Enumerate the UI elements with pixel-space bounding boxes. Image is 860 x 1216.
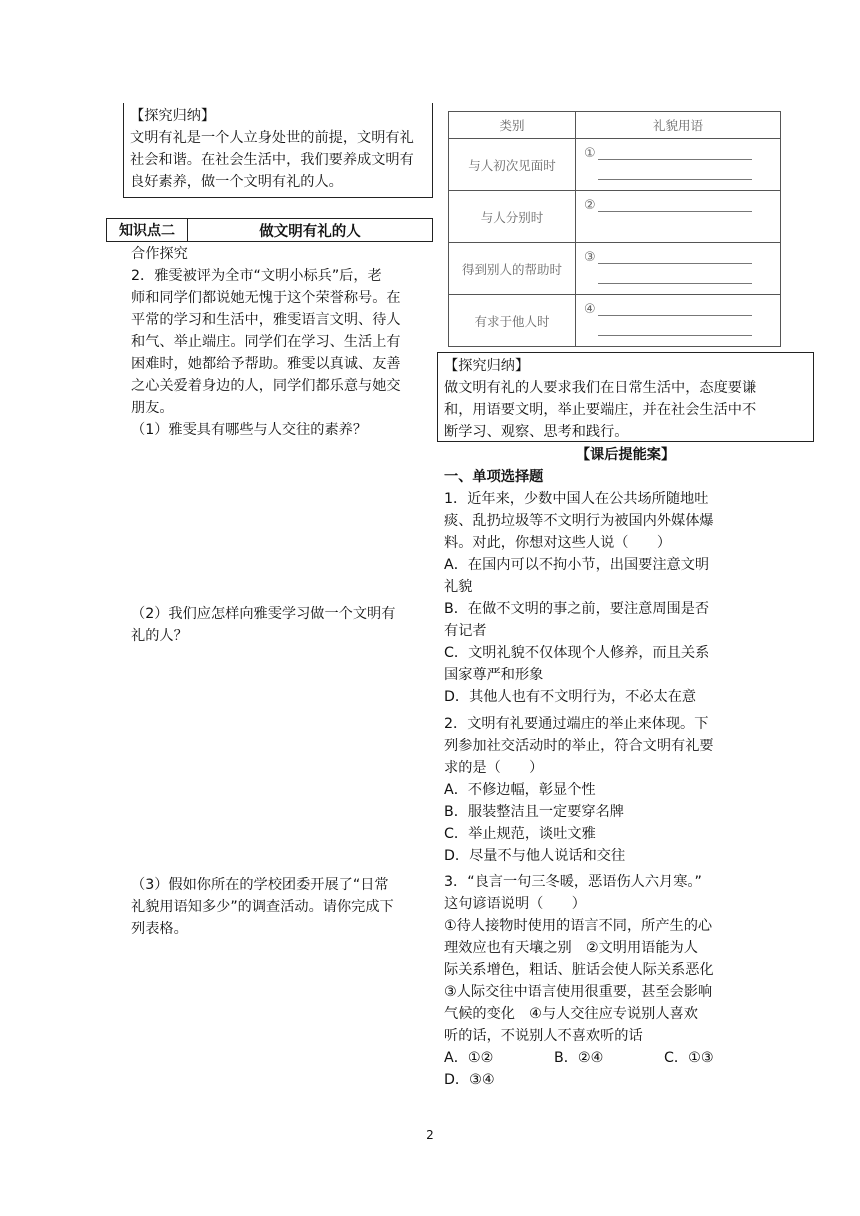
explore-section xyxy=(131,243,431,441)
question-1: （1）雅雯具有哪些与人交往的素养？ xyxy=(131,422,368,438)
question-stem-line: 2．文明有礼要通过端庄的举止来体现。下 xyxy=(444,716,709,732)
mc-question-2 xyxy=(444,713,744,867)
case-line: 2．雅雯被评为全市“文明小标兵”后，老 xyxy=(131,268,382,284)
answer-line xyxy=(598,159,752,160)
answer-cell[interactable] xyxy=(576,139,781,191)
case-line: 和气、举止端庄。同学们在学习、生活上有 xyxy=(131,334,401,350)
question-3-line: （3）假如你所在的学校团委开展了“日常 xyxy=(131,877,389,893)
answer-line xyxy=(598,315,752,316)
blank-number: ② xyxy=(584,198,596,213)
option-line: A．不修边幅，彰显个性 xyxy=(444,782,596,798)
header-category: 类别 xyxy=(449,112,576,139)
row-category: 与人分别时 xyxy=(449,191,576,243)
option-line: A．在国内可以不拘小节，出国要注意文明 xyxy=(444,557,710,573)
mc-question-1 xyxy=(444,488,744,708)
option-line: D．尽量不与他人说话和交往 xyxy=(444,848,626,864)
row-category: 得到别人的帮助时 xyxy=(449,243,576,295)
question-stem-line: 理效应也有天壤之别 ②文明用语能为人 xyxy=(444,940,698,956)
mc-question-3 xyxy=(444,871,744,1091)
question-stem-line: 际关系增色，粗话、脏话会使人际关系恶化 xyxy=(444,962,714,978)
question-stem-line: 听的话，不说别人不喜欢听的话 xyxy=(444,1028,643,1044)
summary-line: 断学习、观察、思考和践行。 xyxy=(444,424,629,440)
option-line: C．举止规范，谈吐文雅 xyxy=(444,826,596,842)
question-3-line: 礼貌用语知多少”的调查活动。请你完成下 xyxy=(131,899,394,915)
table-row xyxy=(449,191,781,243)
knowledge-point-header xyxy=(106,218,433,242)
question-stem-line: 1．近年来，少数中国人在公共场所随地吐 xyxy=(444,491,709,507)
blank-number: ① xyxy=(584,146,596,161)
question-stem-line: 气候的变化 ④与人交往应专说别人喜欢 xyxy=(444,1006,698,1022)
option-line: D．其他人也有不文明行为，不必太在意 xyxy=(444,689,697,705)
answer-line xyxy=(598,179,752,180)
option-c: C．①③ xyxy=(664,1050,714,1066)
summary-box-2 xyxy=(437,352,814,442)
question-stem-line: 求的是（ ） xyxy=(444,760,544,776)
answer-cell[interactable] xyxy=(576,243,781,295)
question-stem-line: 3．“良言一句三冬暖，恶语伤人六月寒。” xyxy=(444,874,702,890)
blank-number: ③ xyxy=(584,250,596,265)
option-line: B．服装整洁且一定要穿名牌 xyxy=(444,804,624,820)
table-row xyxy=(449,139,781,191)
question-stem-line: 痰、乱扔垃圾等不文明行为被国内外媒体爆 xyxy=(444,513,714,529)
summary-line: 文明有礼是一个人立身处世的前提，文明有礼 xyxy=(130,130,414,146)
option-line: 有记者 xyxy=(444,623,487,639)
row-category: 与人初次见面时 xyxy=(449,139,576,191)
summary-line: 社会和谐。在社会生活中，我们要养成文明有 xyxy=(130,152,414,168)
table-row xyxy=(449,243,781,295)
option-a: A．①② xyxy=(444,1050,494,1066)
summary-line: 做文明有礼的人要求我们在日常生活中，态度要谦 xyxy=(444,380,757,396)
answer-cell[interactable] xyxy=(576,191,781,243)
blank-number: ④ xyxy=(584,302,596,317)
question-2-line: 礼的人？ xyxy=(131,628,188,644)
summary-box-1 xyxy=(123,103,433,198)
table-row xyxy=(449,295,781,347)
case-line: 之心关爱着身边的人，同学们都乐意与她交 xyxy=(131,378,401,394)
summary-line: 良好素养，做一个文明有礼的人。 xyxy=(130,174,343,190)
option-d: D．③④ xyxy=(444,1072,495,1088)
header-phrase: 礼貌用语 xyxy=(576,112,781,139)
option-line: 礼貌 xyxy=(444,579,473,595)
option-line: 国家尊严和形象 xyxy=(444,667,544,683)
summary-title: 【探究归纳】 xyxy=(130,108,216,124)
page-number: 2 xyxy=(426,1128,434,1142)
question-3-line: 列表格。 xyxy=(131,921,188,937)
question-stem-line: 料。对此，你想对这些人说（ ） xyxy=(444,535,672,551)
option-line: B．在做不文明的事之前，要注意周围是否 xyxy=(444,601,710,617)
answer-line xyxy=(598,283,752,284)
answer-cell[interactable] xyxy=(576,295,781,347)
after-class-title: 【课后提能案】 xyxy=(575,447,676,463)
question-stem-line: ①待人接物时使用的语言不同，所产生的心 xyxy=(444,918,713,934)
explore-heading: 合作探究 xyxy=(131,246,188,262)
question-stem-line: 这句谚语说明（ ） xyxy=(444,896,586,912)
case-line: 困难时，她都给予帮助。雅雯以真诚、友善 xyxy=(131,356,401,372)
option-line: C．文明礼貌不仅体现个人修养，而且关系 xyxy=(444,645,710,661)
option-b: B．②④ xyxy=(554,1050,604,1066)
summary-line: 和，用语要文明，举止要端庄，并在社会生活中不 xyxy=(444,402,757,418)
question-stem-line: 列参加社交活动时的举止，符合文明有礼要 xyxy=(444,738,714,754)
etiquette-table xyxy=(448,111,781,347)
question-stem-line: ③人际交往中语言使用很重要，甚至会影响 xyxy=(444,984,713,1000)
knowledge-point-label: 知识点二 xyxy=(107,219,188,241)
row-category: 有求于他人时 xyxy=(449,295,576,347)
summary-title: 【探究归纳】 xyxy=(444,358,530,374)
case-line: 师和同学们都说她无愧于这个荣誉称号。在 xyxy=(131,290,401,306)
case-line: 平常的学习和生活中，雅雯语言文明、待人 xyxy=(131,312,401,328)
answer-line xyxy=(598,335,752,336)
case-line: 朋友。 xyxy=(131,400,174,416)
table-header-row xyxy=(449,112,781,139)
option-row xyxy=(444,1047,744,1069)
question-2-line: （2）我们应怎样向雅雯学习做一个文明有 xyxy=(131,606,396,622)
section-heading: 一、单项选择题 xyxy=(444,469,544,485)
question-3 xyxy=(131,874,431,940)
answer-line xyxy=(598,211,752,212)
knowledge-point-title: 做文明有礼的人 xyxy=(259,223,361,240)
answer-line xyxy=(598,263,752,264)
question-2 xyxy=(131,603,431,647)
